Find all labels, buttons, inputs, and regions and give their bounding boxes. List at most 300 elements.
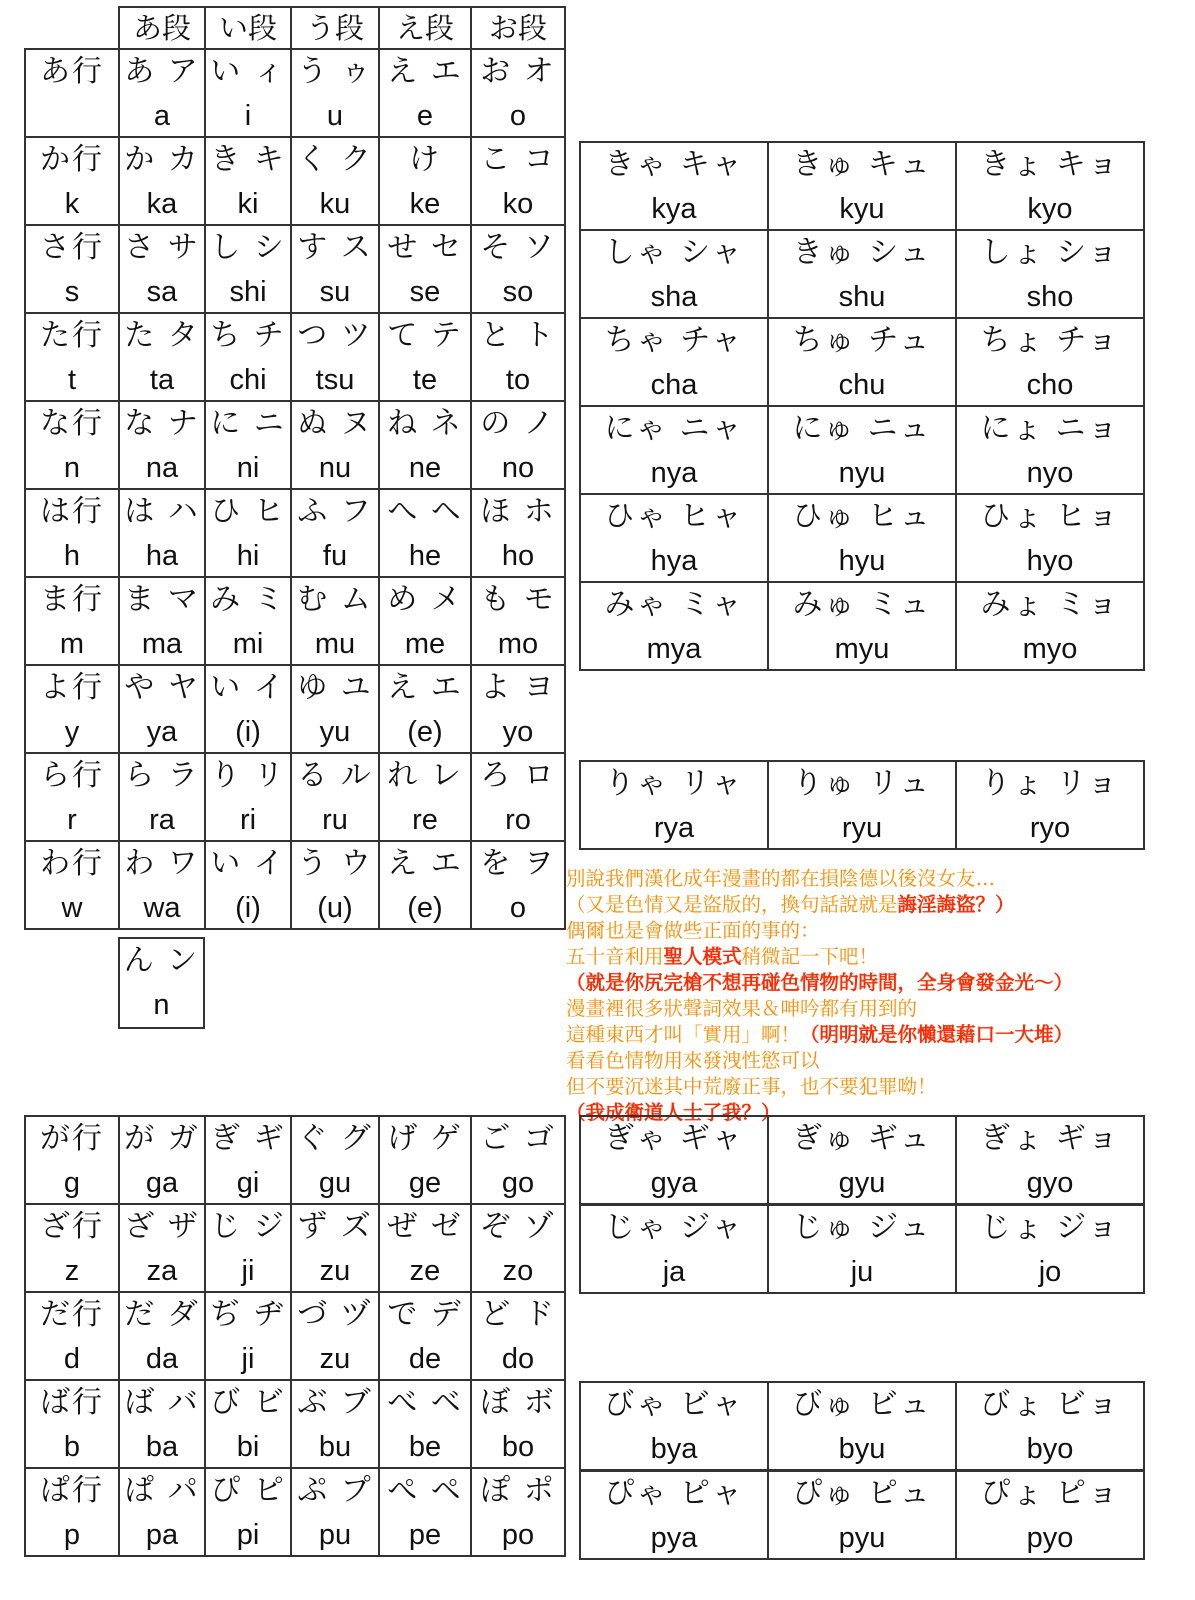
- kana-pair: ひ ヒ: [210, 494, 286, 529]
- romaji: jo: [1038, 1256, 1062, 1288]
- kana-cell: [205, 225, 291, 313]
- yoon-cell: [956, 494, 1144, 582]
- kana-cell: [119, 1116, 205, 1204]
- kana-pair: わ行: [40, 846, 104, 881]
- romaji: wa: [143, 892, 181, 924]
- column-header: お段: [471, 7, 565, 49]
- kana-pair: せ セ: [387, 230, 463, 265]
- kana-pair: す ス: [297, 230, 373, 265]
- kana-cell: [119, 577, 205, 665]
- kana-pair: ぴ ピ: [210, 1473, 286, 1508]
- yoon-r-table: [579, 760, 1145, 850]
- yoon-cell: [768, 761, 956, 849]
- romaji: sho: [1026, 281, 1074, 313]
- kana-pair: お オ: [480, 54, 556, 89]
- romaji: o: [509, 892, 527, 924]
- romaji: pe: [408, 1519, 442, 1551]
- romaji: gi: [236, 1167, 260, 1199]
- romaji: e: [416, 100, 434, 132]
- romaji: y: [64, 716, 80, 748]
- kana-pair: びゅ ビュ: [792, 1387, 932, 1422]
- yoon-cell: [580, 582, 768, 670]
- kana-cell: [205, 841, 291, 929]
- yoon-table: [579, 141, 1145, 671]
- romaji: o: [509, 100, 527, 132]
- kana-pair: りゅ リュ: [792, 766, 932, 801]
- romaji: nu: [318, 452, 352, 484]
- kana-pair: じ ジ: [210, 1209, 286, 1244]
- kana-pair: み ミ: [210, 582, 286, 617]
- kana-pair: た行: [40, 318, 104, 353]
- yoon-cell: [768, 1116, 956, 1204]
- yoon-cell: [956, 1205, 1144, 1293]
- romaji: sha: [650, 281, 698, 313]
- kana-pair: て テ: [387, 318, 463, 353]
- note-span: 誨淫誨盜？）: [897, 893, 1015, 916]
- kana-cell: [471, 49, 565, 137]
- kana-cell: [379, 841, 471, 929]
- romaji: ryu: [841, 812, 883, 844]
- row-label: [25, 225, 119, 313]
- romaji: fu: [322, 540, 348, 572]
- kana-pair: ば バ: [124, 1385, 200, 1420]
- kana-pair: も モ: [480, 582, 556, 617]
- romaji: ma: [141, 628, 183, 660]
- romaji: mo: [497, 628, 539, 660]
- kana-cell: [379, 489, 471, 577]
- kana-pair: が ガ: [124, 1121, 200, 1156]
- kana-pair: な行: [40, 406, 104, 441]
- romaji: k: [64, 188, 80, 220]
- kana-cell: [291, 225, 379, 313]
- romaji: shi: [229, 276, 267, 308]
- yoon-cell: [580, 1205, 768, 1293]
- yoon-cell: [580, 1382, 768, 1470]
- kana-cell: [119, 49, 205, 137]
- kana-pair: さ サ: [124, 230, 200, 265]
- kana-cell: [379, 1204, 471, 1292]
- kana-cell: [205, 1116, 291, 1204]
- kana-cell: [379, 49, 471, 137]
- kana-cell: [471, 665, 565, 753]
- kana-cell: [379, 1116, 471, 1204]
- romaji: yo: [502, 716, 534, 748]
- kana-cell: [291, 1380, 379, 1468]
- romaji: mi: [232, 628, 264, 660]
- yoon-cell: [768, 406, 956, 494]
- romaji: nya: [650, 457, 698, 489]
- romaji: ta: [149, 364, 175, 396]
- romaji: ko: [502, 188, 534, 220]
- romaji: ja: [662, 1256, 686, 1288]
- kana-cell: [291, 1292, 379, 1380]
- yoon-cell: [956, 1471, 1144, 1559]
- row-label: [25, 577, 119, 665]
- romaji: bi: [236, 1431, 260, 1463]
- column-header: い段: [205, 7, 291, 49]
- romaji: t: [67, 364, 77, 396]
- kana-cell: [379, 1468, 471, 1556]
- kana-pair: ぼ ボ: [480, 1385, 556, 1420]
- kana-pair: あ ア: [124, 54, 200, 89]
- kana-pair: を ヲ: [480, 846, 556, 881]
- kana-cell: [119, 137, 205, 225]
- romaji: go: [501, 1167, 535, 1199]
- yoon-g-table: [579, 1115, 1145, 1205]
- note-line: [566, 1022, 1191, 1048]
- kana-cell: [205, 1380, 291, 1468]
- romaji: hyo: [1026, 545, 1074, 577]
- yoon-z-table: [579, 1204, 1145, 1294]
- kana-cell: [379, 753, 471, 841]
- romaji: nyu: [838, 457, 886, 489]
- note-span: 這種東西才叫「實用」啊！: [566, 1023, 801, 1046]
- kana-pair: げ ゲ: [387, 1121, 463, 1156]
- kana-pair: や ヤ: [124, 670, 200, 705]
- kana-cell: [471, 225, 565, 313]
- romaji: [26, 94, 118, 136]
- romaji: da: [145, 1343, 179, 1375]
- note-span: （又是色情又是盜版的，換句話說就是: [566, 893, 898, 916]
- yoon-cell: [956, 1382, 1144, 1470]
- note-line: 漫畫裡很多狀聲詞效果＆呻吟都有用到的: [566, 997, 918, 1020]
- romaji: ki: [237, 188, 259, 220]
- romaji: a: [153, 100, 171, 132]
- kana-cell: [291, 1468, 379, 1556]
- kana-pair: と ト: [480, 318, 556, 353]
- romaji: tsu: [315, 364, 355, 396]
- romaji: bo: [501, 1431, 535, 1463]
- kana-pair: い イ: [210, 846, 286, 881]
- kana-pair: る ル: [297, 758, 373, 793]
- yoon-cell: [768, 582, 956, 670]
- romaji: i: [244, 100, 252, 132]
- kana-pair: き キ: [210, 142, 286, 177]
- kana-pair: じゅ ジュ: [792, 1210, 932, 1245]
- romaji: mya: [646, 633, 702, 665]
- yoon-cell: [580, 1116, 768, 1204]
- romaji: g: [63, 1167, 81, 1199]
- kana-cell: [119, 665, 205, 753]
- kana-pair: きゅ シュ: [792, 235, 932, 270]
- column-header: え段: [379, 7, 471, 49]
- romaji: ga: [145, 1167, 179, 1199]
- kana-pair: つ ツ: [297, 318, 373, 353]
- kana-cell: [379, 577, 471, 665]
- romaji: n: [63, 452, 81, 484]
- row-label: [25, 1116, 119, 1204]
- romaji: pu: [318, 1519, 352, 1551]
- romaji: me: [404, 628, 446, 660]
- romaji: yu: [319, 716, 351, 748]
- kana-cell: [291, 401, 379, 489]
- kana-cell: [205, 1204, 291, 1292]
- romaji: (e): [407, 892, 443, 924]
- kana-cell: [205, 489, 291, 577]
- kana-pair: が行: [40, 1121, 104, 1156]
- kana-pair: ぎゅ ギュ: [792, 1121, 932, 1156]
- kana-cell: [471, 841, 565, 929]
- kana-pair: しゃ シャ: [604, 235, 744, 270]
- row-label: [25, 489, 119, 577]
- kana-pair: しょ ショ: [980, 235, 1120, 270]
- kana-pair: だ行: [40, 1297, 104, 1332]
- yoon-cell: [768, 1471, 956, 1559]
- romaji: s: [64, 276, 80, 308]
- kana-pair: く ク: [297, 142, 373, 177]
- kana-pair: た タ: [124, 318, 200, 353]
- kana-pair: ぬ ヌ: [297, 406, 373, 441]
- kana-pair: う ウ: [297, 846, 373, 881]
- kana-pair: ぱ パ: [124, 1473, 200, 1508]
- kana-pair: ず ズ: [297, 1209, 373, 1244]
- yoon-cell: [580, 142, 768, 230]
- romaji: ze: [409, 1255, 441, 1287]
- romaji: pi: [236, 1519, 260, 1551]
- romaji: h: [63, 540, 81, 572]
- kana-pair: べ ベ: [387, 1385, 463, 1420]
- kana-cell: [471, 1468, 565, 1556]
- kana-pair: ら行: [40, 758, 104, 793]
- kana-pair: り リ: [210, 758, 286, 793]
- kana-pair: ひゃ ヒャ: [604, 499, 744, 534]
- kana-pair: きゅ キュ: [792, 147, 932, 182]
- kana-cell: [471, 489, 565, 577]
- romaji: myo: [1022, 633, 1078, 665]
- note-span: 五十音利用: [566, 945, 664, 968]
- blank-corner: [25, 7, 119, 49]
- romaji: cha: [650, 369, 698, 401]
- kana-cell: [119, 401, 205, 489]
- romaji: r: [67, 804, 77, 836]
- kana-pair: そ ソ: [480, 230, 556, 265]
- kana-cell-n: [119, 938, 204, 1028]
- kana-cell: [119, 1292, 205, 1380]
- kana-cell: [379, 137, 471, 225]
- romaji: re: [412, 804, 438, 836]
- romaji: chi: [229, 364, 267, 396]
- romaji: sa: [146, 276, 178, 308]
- kana-pair: にょ ニョ: [980, 411, 1120, 446]
- kana-pair: ま行: [40, 582, 104, 617]
- kana-pair: りゃ リャ: [604, 766, 744, 801]
- kana-pair: け: [409, 142, 441, 177]
- romaji: ru: [322, 804, 348, 836]
- kana-cell: [379, 1292, 471, 1380]
- kana-pair: か行: [40, 142, 104, 177]
- kana-pair: へ ヘ: [387, 494, 463, 529]
- yoon-cell: [580, 1471, 768, 1559]
- kana-pair: じゃ ジャ: [604, 1210, 744, 1245]
- kana-pair: ざ行: [40, 1209, 104, 1244]
- romaji: zu: [319, 1343, 351, 1375]
- yoon-cell: [956, 1116, 1144, 1204]
- yoon-b-table: [579, 1381, 1145, 1471]
- kana-cell: [291, 1116, 379, 1204]
- romaji: mu: [314, 628, 356, 660]
- kana-pair: え エ: [387, 670, 463, 705]
- romaji: byo: [1026, 1433, 1074, 1465]
- kana-pair: ぞ ゾ: [480, 1209, 556, 1244]
- yoon-cell: [956, 318, 1144, 406]
- note-line: （就是你尻完槍不想再碰色情物的時間，全身會發金光～）: [566, 971, 1074, 994]
- yoon-cell: [768, 318, 956, 406]
- kana-cell: [291, 489, 379, 577]
- kana-cell: [205, 1292, 291, 1380]
- romaji: kyo: [1027, 193, 1073, 225]
- romaji: gyo: [1026, 1167, 1074, 1199]
- note-line: 看看色情物用來發洩性慾可以: [566, 1049, 820, 1072]
- kana-pair: で デ: [387, 1297, 463, 1332]
- kana-pair: ぴょ ピョ: [980, 1476, 1120, 1511]
- kana-pair: づ ヅ: [297, 1297, 373, 1332]
- kana-pair: よ行: [40, 670, 104, 705]
- romaji: gya: [650, 1167, 698, 1199]
- romaji: su: [319, 276, 351, 308]
- row-label: [25, 753, 119, 841]
- dakuon-table: [24, 1115, 566, 1557]
- kana-pair: ま マ: [124, 582, 200, 617]
- kana-cell: [471, 137, 565, 225]
- romaji: myu: [834, 633, 890, 665]
- kana-pair: ぐ グ: [297, 1121, 373, 1156]
- kana-cell: [205, 1468, 291, 1556]
- kana-pair: む ム: [297, 582, 373, 617]
- kana-cell: [379, 313, 471, 401]
- romaji: z: [64, 1255, 80, 1287]
- kana-pair: ぱ行: [40, 1473, 104, 1508]
- kana-pair: い イ: [210, 670, 286, 705]
- kana-cell: [205, 401, 291, 489]
- romaji: p: [63, 1519, 81, 1551]
- kana-pair: こ コ: [480, 142, 556, 177]
- kana-pair: びょ ビョ: [980, 1387, 1120, 1422]
- romaji: ke: [409, 188, 441, 220]
- row-label: [25, 1292, 119, 1380]
- romaji: ra: [149, 804, 175, 836]
- romaji: m: [59, 628, 85, 660]
- kana-pair: の ノ: [480, 406, 556, 441]
- row-label: [25, 137, 119, 225]
- kana-pair: な ナ: [124, 406, 200, 441]
- kana-cell: [471, 1292, 565, 1380]
- romaji: (e): [407, 716, 443, 748]
- romaji: hya: [650, 545, 698, 577]
- kana-pair: さ行: [40, 230, 104, 265]
- kana-pair: だ ダ: [124, 1297, 200, 1332]
- romaji: se: [409, 276, 441, 308]
- kana-pair: ぴゅ ピュ: [792, 1476, 932, 1511]
- romaji: ne: [408, 452, 442, 484]
- romaji: na: [145, 452, 179, 484]
- romaji: be: [408, 1431, 442, 1463]
- kana-cell: [119, 225, 205, 313]
- kana-pair: ん ン: [123, 943, 200, 978]
- kana-cell: [205, 665, 291, 753]
- n-table: [118, 937, 205, 1029]
- yoon-cell: [580, 406, 768, 494]
- romaji: ya: [146, 716, 178, 748]
- note-span: 稍微記一下吧！: [741, 945, 879, 968]
- kana-pair: ぽ ポ: [480, 1473, 556, 1508]
- kana-pair: びゃ ビャ: [604, 1387, 744, 1422]
- kana-pair: みゅ ミュ: [792, 587, 932, 622]
- row-label: [25, 401, 119, 489]
- romaji: po: [501, 1519, 535, 1551]
- kana-cell: [379, 401, 471, 489]
- romaji: pya: [650, 1522, 698, 1554]
- romaji: no: [501, 452, 535, 484]
- row-label: [25, 841, 119, 929]
- kana-pair: ぶ ブ: [297, 1385, 373, 1420]
- romaji: pyu: [838, 1522, 886, 1554]
- kana-pair: ぷ プ: [297, 1473, 373, 1508]
- romaji: (i): [235, 716, 261, 748]
- kana-pair: ふ フ: [297, 494, 373, 529]
- kana-cell: [291, 49, 379, 137]
- column-header: あ段: [119, 7, 205, 49]
- kana-cell: [379, 225, 471, 313]
- kana-pair: え エ: [387, 846, 463, 881]
- romaji: rya: [653, 812, 695, 844]
- romaji: ba: [145, 1431, 179, 1463]
- yoon-cell: [768, 1382, 956, 1470]
- translator-note: [566, 866, 1191, 1126]
- romaji: pa: [145, 1519, 179, 1551]
- kana-pair: よ ヨ: [480, 670, 556, 705]
- romaji: hi: [236, 540, 260, 572]
- romaji: gu: [318, 1167, 352, 1199]
- kana-cell: [205, 753, 291, 841]
- kana-cell: [471, 401, 565, 489]
- note-span: 聖人模式: [663, 945, 742, 968]
- kana-cell: [205, 137, 291, 225]
- romaji: chu: [838, 369, 886, 401]
- romaji: zu: [319, 1255, 351, 1287]
- kana-pair: ちゃ チャ: [604, 323, 744, 358]
- kana-pair: ろ ロ: [480, 758, 556, 793]
- kana-cell: [471, 1380, 565, 1468]
- kana-cell: [291, 665, 379, 753]
- note-line: （我成衛道人士了我？）: [566, 1101, 781, 1124]
- kana-pair: ぎ ギ: [210, 1121, 286, 1156]
- kana-pair: ぴゃ ピャ: [604, 1476, 744, 1511]
- kana-pair: あ行: [40, 54, 104, 89]
- kana-pair: ぎょ ギョ: [980, 1121, 1120, 1156]
- yoon-cell: [580, 230, 768, 318]
- kana-pair: ご ゴ: [480, 1121, 556, 1156]
- kana-cell: [119, 841, 205, 929]
- kana-cell: [205, 577, 291, 665]
- row-label: [25, 49, 119, 137]
- romaji: d: [63, 1343, 81, 1375]
- row-label: [25, 313, 119, 401]
- column-header: う段: [291, 7, 379, 49]
- romaji: ryo: [1029, 812, 1071, 844]
- kana-pair: ぢ ヂ: [210, 1297, 286, 1332]
- row-label: [25, 1468, 119, 1556]
- yoon-cell: [580, 494, 768, 582]
- kana-cell: [471, 313, 565, 401]
- kana-pair: ね ネ: [387, 406, 463, 441]
- kana-pair: め メ: [387, 582, 463, 617]
- kana-cell: [205, 313, 291, 401]
- kana-pair: きゃ キャ: [604, 147, 744, 182]
- romaji: kya: [651, 193, 697, 225]
- note-line: 但不要沉迷其中荒廢正事，也不要犯罪呦！: [566, 1075, 937, 1098]
- yoon-cell: [956, 761, 1144, 849]
- yoon-cell: [768, 494, 956, 582]
